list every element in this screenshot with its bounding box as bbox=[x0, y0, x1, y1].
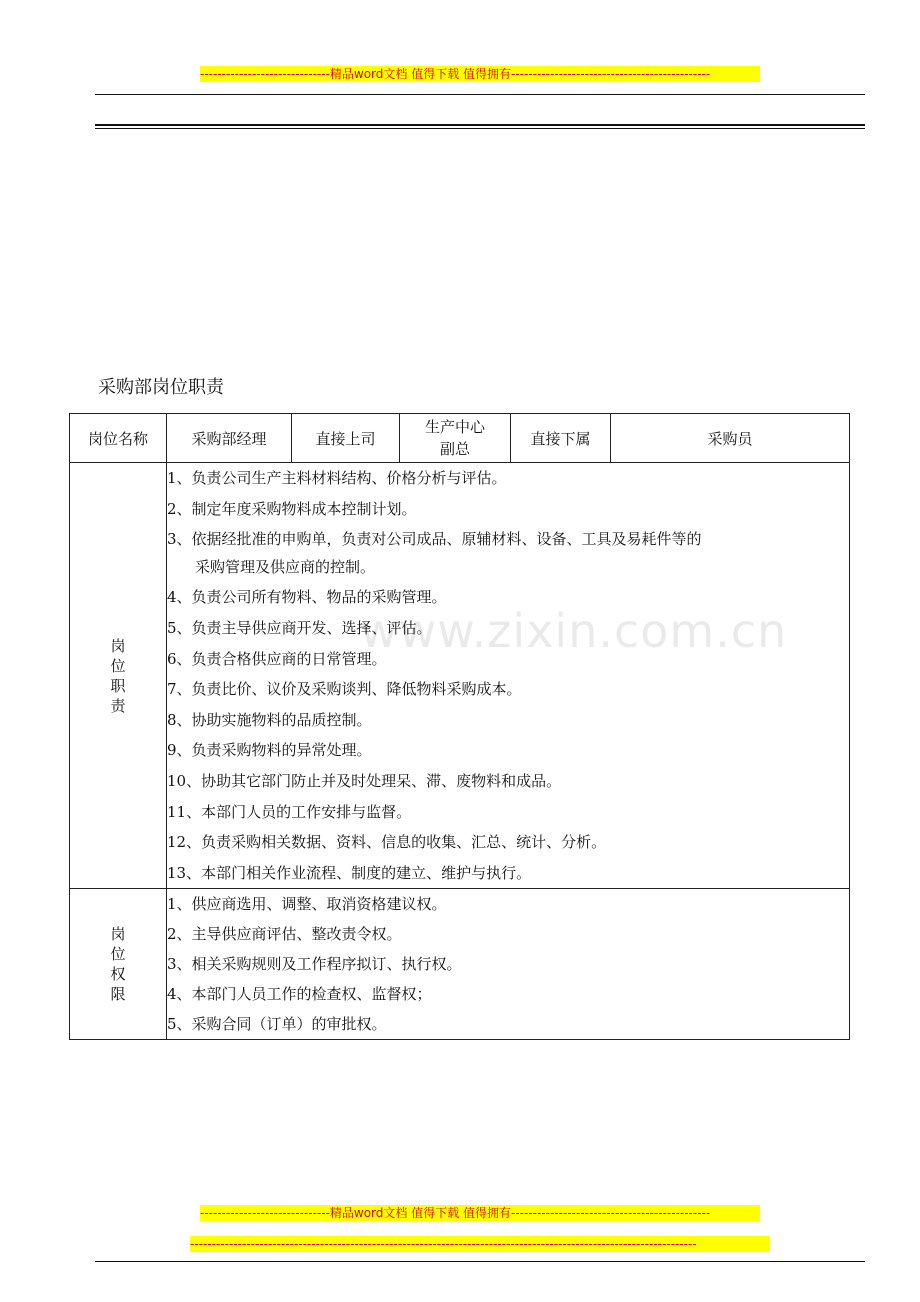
duty-item: 6、负责合格供应商的日常管理。 bbox=[167, 649, 387, 668]
post-name-label: 岗位名称 bbox=[70, 414, 167, 463]
duty-item: 7、负责比价、议价及采购谈判、降低物料采购成本。 bbox=[167, 680, 522, 699]
watermark: www.zixin.com.cn bbox=[360, 604, 788, 658]
authority-label-char: 权 bbox=[110, 965, 126, 984]
duties-list bbox=[167, 463, 850, 889]
authority-item: 3、相关采购规则及工作程序拟订、执行权。 bbox=[167, 955, 462, 974]
superior-value-line2: 副总 bbox=[439, 440, 470, 458]
authority-item: 4、本部门人员工作的检查权、监督权； bbox=[167, 985, 432, 1004]
header-rule-double-top bbox=[95, 124, 865, 126]
authority-label-char: 岗 bbox=[110, 925, 126, 944]
authority-label-char: 限 bbox=[110, 985, 126, 1004]
authority-item: 1、供应商选用、调整、取消资格建议权。 bbox=[167, 895, 447, 914]
footer-rule bbox=[95, 1261, 865, 1262]
duties-label-char: 岗 bbox=[110, 636, 126, 655]
superior-value-line1: 生产中心 bbox=[424, 418, 485, 436]
duty-item: 13、本部门相关作业流程、制度的建立、维护与执行。 bbox=[167, 863, 532, 882]
duty-item-continuation: 采购管理及供应商的控制。 bbox=[195, 557, 376, 576]
duties-label bbox=[70, 463, 167, 889]
post-name-value: 采购部经理 bbox=[167, 414, 292, 463]
duty-item: 4、负责公司所有物料、物品的采购管理。 bbox=[167, 588, 447, 607]
document-title: 采购部岗位职责 bbox=[98, 377, 224, 398]
duties-label-char: 职 bbox=[110, 676, 126, 695]
duty-item: 10、协助其它部门防止并及时处理呆、滞、废物料和成品。 bbox=[167, 771, 562, 790]
duty-item: 11、本部门人员的工作安排与监督。 bbox=[167, 802, 412, 821]
duties-row bbox=[70, 463, 850, 889]
duty-item: 5、负责主导供应商开发、选择、评估。 bbox=[167, 618, 432, 637]
footer-banner-2: --------------------------------------------------------------------------------------------------------------------- bbox=[190, 1236, 770, 1252]
duty-item: 3、依据经批准的申购单，负责对公司成品、原辅材料、设备、工具及易耗件等的 bbox=[167, 530, 702, 549]
superior-value bbox=[400, 414, 511, 463]
authority-label-char: 位 bbox=[110, 945, 126, 964]
duties-label-char: 责 bbox=[110, 696, 126, 715]
duty-item: 12、负责采购相关数据、资料、信息的收集、汇总、统计、分析。 bbox=[167, 833, 607, 852]
duty-item: 8、协助实施物料的品质控制。 bbox=[167, 710, 372, 729]
superior-label: 直接上司 bbox=[292, 414, 400, 463]
subordinate-value: 采购员 bbox=[611, 414, 850, 463]
authority-row bbox=[70, 889, 850, 1040]
authority-item: 2、主导供应商评估、整改责令权。 bbox=[167, 925, 402, 944]
authority-list bbox=[167, 889, 850, 1040]
footer-banner-1: ------------------------------精品word文档 值得下载 值得拥有---------------------------------------------- bbox=[200, 1205, 760, 1221]
authority-label bbox=[70, 889, 167, 1040]
duties-label-char: 位 bbox=[110, 656, 126, 675]
authority-item: 5、采购合同（订单）的审批权。 bbox=[167, 1015, 387, 1034]
duty-item: 2、制定年度采购物料成本控制计划。 bbox=[167, 499, 417, 518]
duty-item: 9、负责采购物料的异常处理。 bbox=[167, 741, 372, 760]
header-banner: ------------------------------精品word文档 值得下载 值得拥有---------------------------------------------- bbox=[200, 66, 760, 82]
subordinate-label: 直接下属 bbox=[511, 414, 611, 463]
header-rule-double-bottom bbox=[95, 128, 865, 129]
header-rule-thin bbox=[95, 94, 865, 95]
table-header-row bbox=[70, 414, 850, 463]
job-duty-table bbox=[69, 413, 850, 1040]
duty-item: 1、负责公司生产主料材料结构、价格分析与评估。 bbox=[167, 469, 507, 487]
